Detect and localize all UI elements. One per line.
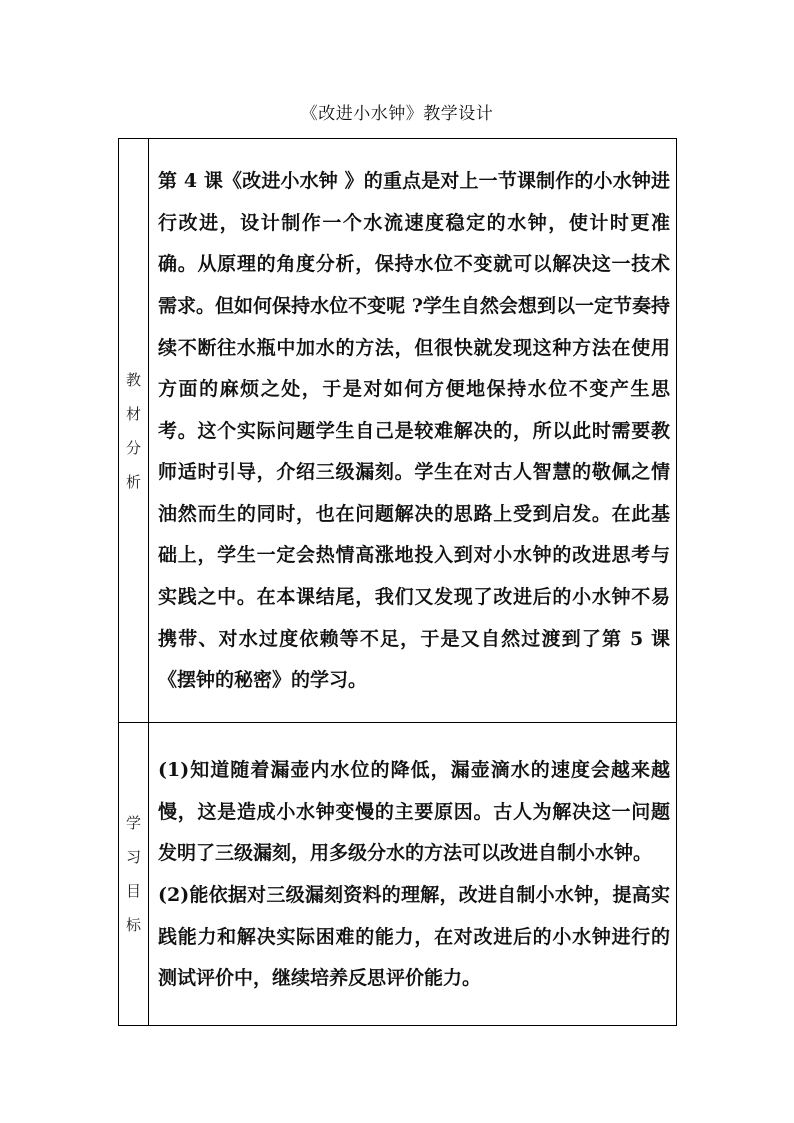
page-title: 《改进小水钟》教学设计	[300, 104, 494, 124]
objective-paragraph-2: (2)能依据对三级漏刻资料的理解，改进自制小水钟，提高实践能力和解决实际困难的能力，在对改进后的小水钟进行的测试评价中，继续培养反思评价能力。	[158, 884, 670, 990]
row-label-char: 标	[125, 916, 141, 934]
row-label-learning-objectives	[119, 723, 149, 1026]
row-label-char: 习	[125, 848, 141, 866]
table-row-learning-objectives	[119, 723, 677, 1026]
row-label-char: 教	[125, 370, 141, 389]
content-cell-textbook-analysis	[149, 139, 677, 723]
objective-paragraph-1: (1)知道随着漏壶内水位的降低，漏壶滴水的速度会越来越慢，这是造成小水钟变慢的主要原因。古人为解决这一问题发明了三级漏刻，用多级分水的方法可以改进自制小水钟。	[158, 759, 670, 865]
row-label-char: 析	[125, 472, 141, 491]
row-label-char: 材	[125, 404, 141, 423]
row-label-textbook-analysis	[119, 139, 149, 723]
row-label-char: 学	[125, 814, 141, 832]
lesson-plan-table	[118, 138, 677, 1026]
row-label-char: 目	[125, 882, 141, 900]
row-label-char: 分	[125, 438, 141, 457]
content-cell-learning-objectives	[149, 723, 677, 1026]
table-row-textbook-analysis	[119, 139, 677, 723]
analysis-paragraph: 第 4 课《改进小水钟 》的重点是对上一节课制作的小水钟进行改进，设计制作一个水流速度稳定的水钟，使计时更准确。从原理的角度分析，保持水位不变就可以解决这一技术需求。但如何保持水位不变呢 ?学生自然会想到以一定节奏持续不断往水瓶中加水的方法，但很快就发现这种方法在使用方面的麻烦之处，于是对如何方便地保持水位不变产生思考。这个实际问题学生自己是较难解决的，所以此时需要教师适时引导，介绍三级漏刻。学生在对古人智慧的敬佩之情油然而生的同时，也在问题解决的思路上受到启发。在此基础上，学生一定会热情高涨地投入到对小水钟的改进思考与实践之中。在本课结尾，我们又发现了改进后的小水钟不易携带、对水过度依赖等不足，于是又自然过渡到了第 5 课《摆钟的秘密》的学习。	[158, 170, 670, 692]
